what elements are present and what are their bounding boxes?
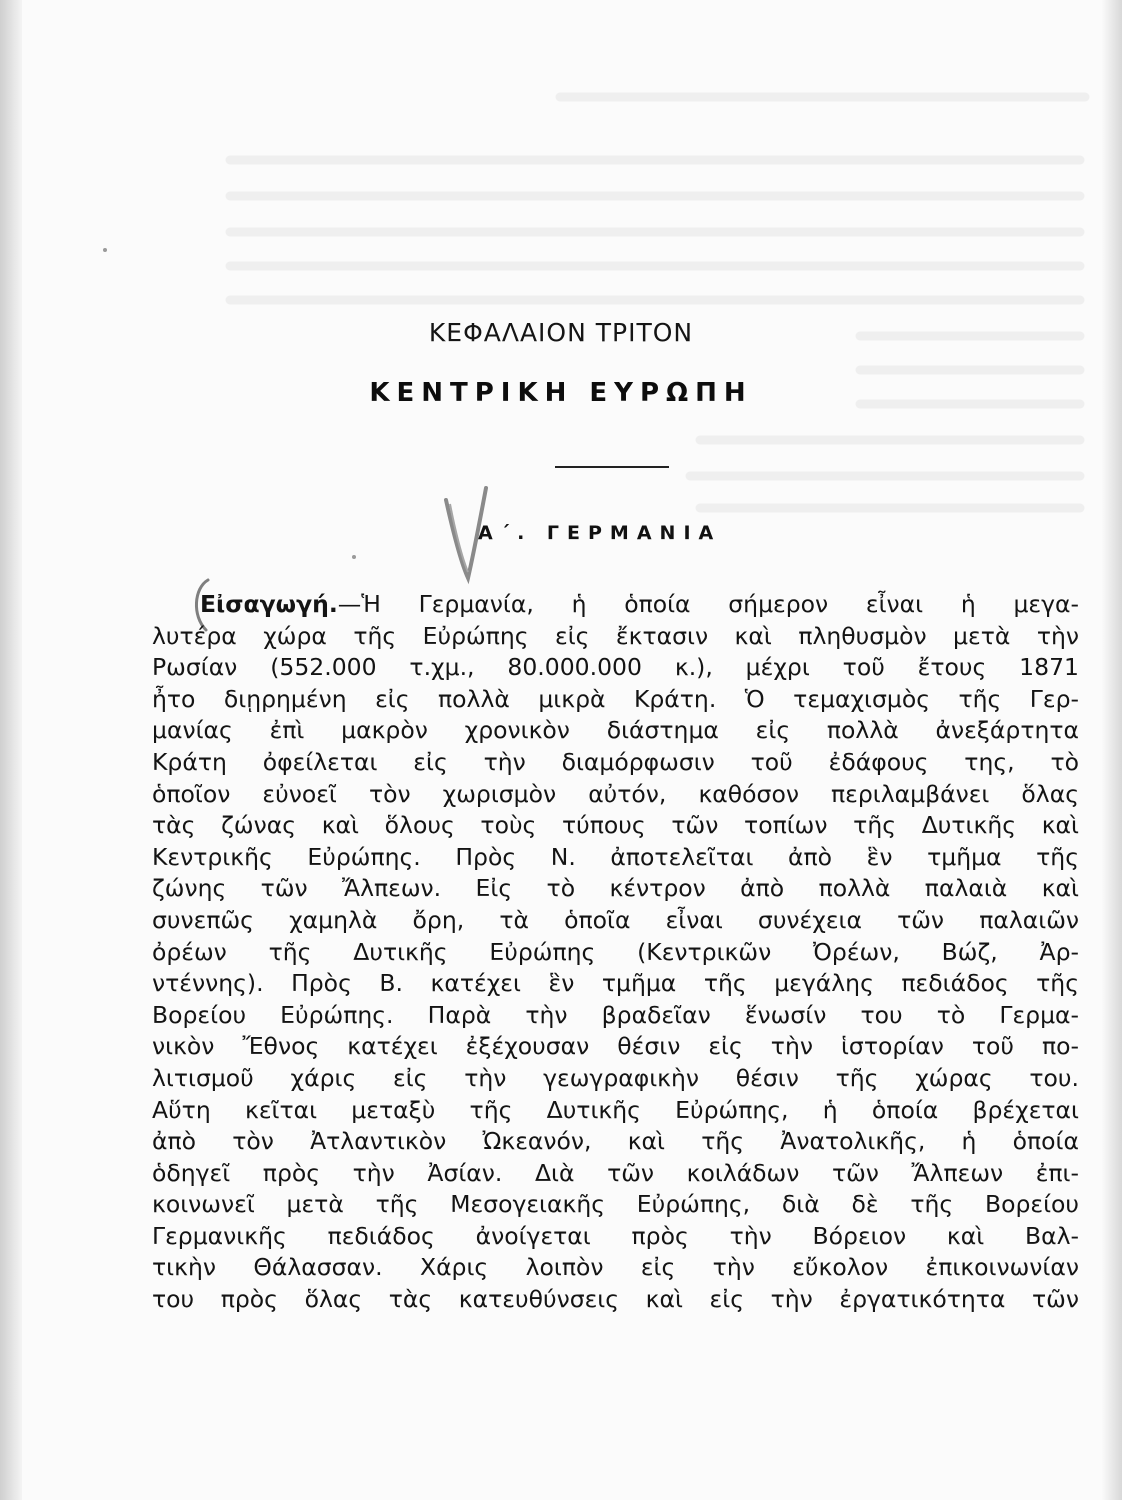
paragraph-line: ὁποῖον εὐνοεῖ τὸν χωρισμὸν αὐτόν, καθόσον περιλαμβάνει ὅλας — [152, 779, 1079, 808]
paragraph-line-text: —Ἡ Γερμανία, ἡ ὁποία σήμερον εἶναι ἡ μεγα- — [337, 590, 1079, 618]
paragraph-line: ἀπὸ τὸν Ἀτλαντικὸν Ὠκεανόν, καὶ τῆς Ἀνατολικῆς, ἡ ὁποία — [152, 1127, 1079, 1156]
paper-speck — [103, 248, 107, 252]
paragraph-line: Αὕτη κεῖται μεταξὺ τῆς Δυτικῆς Εὐρώπης, ἡ ὁποία βρέχεται — [152, 1095, 1079, 1124]
body-paragraph — [152, 589, 1079, 1316]
paragraph-line: κοινωνεῖ μετὰ τῆς Μεσογειακῆς Εὐρώπης, διὰ δὲ τῆς Βορείου — [152, 1190, 1079, 1219]
paragraph-line: νικὸν Ἔθνος κατέχει ἐξέχουσαν θέσιν εἰς τὴν ἱστορίαν τοῦ πο- — [152, 1032, 1079, 1061]
paragraph-line: τὰς ζώνας καὶ ὅλους τοὺς τύπους τῶν τοπίων τῆς Δυτικῆς καὶ — [152, 811, 1079, 840]
paragraph-line: μανίας ἐπὶ μακρὸν χρονικὸν διάστημα εἰς πολλὰ ἀνεξάρτητα — [152, 716, 1079, 745]
paragraph-line: ὀρέων τῆς Δυτικῆς Εὐρώπης (Κεντρικῶν Ὀρέων, Βώζ, Ἀρ- — [152, 937, 1079, 966]
chapter-heading: ΚΕΦΑΛΑΙΟΝ ΤΡΙΤΟΝ — [428, 318, 694, 347]
page-edge-shadow-right — [1102, 0, 1122, 1500]
paragraph-line: Κράτη ὀφείλεται εἰς τὴν διαμόρφωσιν τοῦ ἐδάφους της, τὸ — [152, 747, 1079, 776]
paragraph-line: Ρωσίαν (552.000 τ.χμ., 80.000.000 κ.), μέχρι τοῦ ἔτους 1871 — [152, 653, 1079, 682]
subsection-title: Α΄. ΓΕΡΜΑΝΙΑ — [478, 522, 722, 544]
paragraph-line: Βορείου Εὐρώπης. Παρὰ τὴν βραδεῖαν ἕνωσίν του τὸ Γερμα- — [152, 1000, 1079, 1029]
paragraph-line: ζώνης τῶν Ἄλπεων. Εἰς τὸ κέντρον ἀπὸ πολλὰ παλαιὰ καὶ — [152, 874, 1079, 903]
paragraph-line: ὁδηγεῖ πρὸς τὴν Ἀσίαν. Διὰ τῶν κοιλάδων τῶν Ἄλπεων ἐπι- — [152, 1158, 1079, 1187]
divider-rule — [555, 466, 669, 468]
paragraph-line: λυτέρα χώρα τῆς Εὐρώπης εἰς ἔκτασιν καὶ πληθυσμὸν μετὰ τὴν — [152, 621, 1079, 650]
paragraph-line: ἦτο διῃρημένη εἰς πολλὰ μικρὰ Κράτη. Ὁ τεμαχισμὸς τῆς Γερ- — [152, 684, 1079, 713]
paragraph-line: τικὴν Θάλασσαν. Χάρις λοιπὸν εἰς τὴν εὔκολον ἐπικοινωνίαν — [152, 1253, 1079, 1282]
paragraph-line — [152, 589, 1079, 621]
paragraph-lead: Εἰσαγωγή. — [200, 590, 338, 618]
paragraph-line: συνεπῶς χαμηλὰ ὄρη, τὰ ὁποῖα εἶναι συνέχεια τῶν παλαιῶν — [152, 905, 1079, 934]
paragraph-line: Κεντρικῆς Εὐρώπης. Πρὸς Ν. ἀποτελεῖται ἀπὸ ἓν τμῆμα τῆς — [152, 842, 1079, 871]
paper-speck — [352, 555, 356, 559]
section-title: ΚΕΝΤΡΙΚΗ ΕΥΡΩΠΗ — [369, 378, 753, 408]
paragraph-line: Γερμανικῆς πεδιάδος ἀνοίγεται πρὸς τὴν Βόρειον καὶ Βαλ- — [152, 1221, 1079, 1250]
paragraph-line: λιτισμοῦ χάρις εἰς τὴν γεωγραφικὴν θέσιν τῆς χώρας του. — [152, 1063, 1079, 1092]
paragraph-line: ντέννης). Πρὸς Β. κατέχει ἓν τμῆμα τῆς μεγάλης πεδιάδος τῆς — [152, 969, 1079, 998]
paragraph-line: του πρὸς ὅλας τὰς κατευθύνσεις καὶ εἰς τὴν ἐργατικότητα τῶν — [152, 1285, 1079, 1314]
page-edge-shadow-left — [0, 0, 22, 1500]
